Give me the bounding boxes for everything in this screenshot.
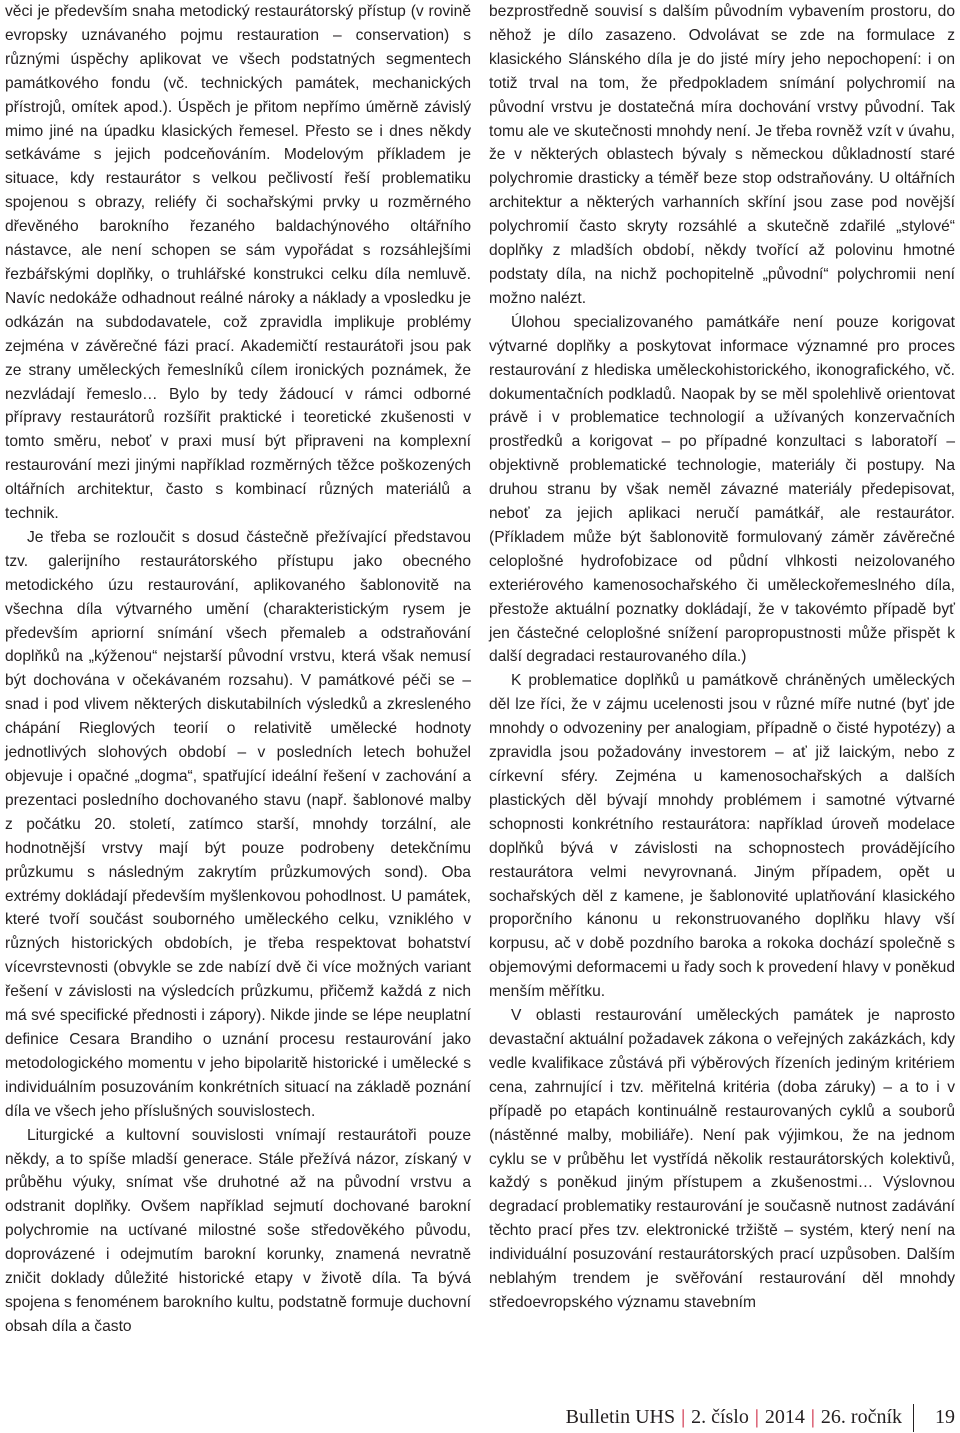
footer-year: 2014 bbox=[764, 1406, 805, 1428]
page-footer bbox=[0, 1402, 960, 1432]
paragraph: Liturgické a kultovní souvislosti vnímají restaurátoři pouze někdy, a to spíše mladší generace. Stále přežívá názor, získaný v průběhu výuky, snímat vše druhotné až na původní vrstvu a odstranit doplňky. Ovšem například sejmutí dochované barokní polychromie na uctívané milostné soše středověkého původu, doprovázené i odejmutím barokní korunky, znamená nevratně zničit doklady důležité historické etapy v životě díla. Ta bývá spojena s fenoménem barokního kultu, podstatně formuje duchovní obsah díla a často bbox=[5, 1126, 471, 1335]
footer-separator: | bbox=[754, 1406, 759, 1428]
paragraph: věci je především snaha metodický restaurátorský přístup (v rovině evropsky uznávaného pojmu restauration – conservation) s různými úspěchy aplikovat ve všech podstatných segmentech památkového fondu (vč. technických památek, mechanických přístrojů, omítek apod.). Úspěch je přitom nepřímo úměrně závislý mimo jiné na úpadku klasických řemesel. Přesto se i dnes někdy setkáváme s jejich podceňováním. Modelovým příkladem je situace, kdy restaurátor s velkou pečlivostí řeší problematiku spojenou s obrazy, reliéfy či sochařskými prvky u rozměrného dřevěného barokního řezaného baldachýnového oltářního nástavce, ale není schopen se sám vypořádat s rozsáhlejšími řezbářskými doplňky, o truhlářské konstrukci celku díla nemluvě. Navíc nedokáže odhadnout reálné nároky a náklady a vposledku je odkázán na subdodavatele, což zpravidla implikuje problémy zejména v závěrečné fázi prací. Akademičtí restaurátoři jsou pak ze strany uměleckých řemeslníků cílem ironických poznámek, že nezvládají řemeslo… Bylo by tedy žádoucí v rámci odborné přípravy restaurátorů rozšířit praktické i teoretické zkušenosti v tomto směru, neboť v praxi musí být připraveni na komplexní restaurování mezi jinými například rozměrných těžce poškozených oltářních architektur, často s kombinací různých materiálů a technik. bbox=[5, 3, 471, 523]
paragraph: bezprostředně souvisí s dalším původním vybavením prostoru, do něhož je dílo zasazeno. Odvolávat se zde na formulace z klasického Slánského díla je do jisté míry jeho nepochopení: i on totiž trval na tom, že předpokladem snímání polychromií na původní vrstvu je dostatečná míra dochování vrstvy původní. Tak tomu ale ve skutečnosti mnohdy není. Je třeba rovněž vzít v úvahu, že v některých oblastech bývaly s německou důkladností staré polychromie drasticky a téměř beze stop odstraňovány. U oltářních architektur a některých varhanních skříní jsou zase pod novější polychromií často skryty rozsáhlé a skutečně zdařilé „stylové“ doplňky z mladších období, někdy tvořící až polovinu hmotné podstaty díla, na nichž pochopitelně „původní“ polychromii není možno nalézt. bbox=[489, 3, 955, 307]
footer-publication-info bbox=[566, 1402, 902, 1432]
right-column bbox=[489, 0, 955, 1315]
footer-publication: Bulletin UHS bbox=[565, 1406, 676, 1428]
paragraph: Je třeba se rozloučit s dosud částečně přežívající představou tzv. galerijního restaurátorského přístupu jako obecného metodického úzu restaurování, aplikovaného šablonovitě na všechna díla výtvarného umění (charakteristickým rysem je především apriorní snímání všech přemaleb a odstraňování doplňků na „kýženou“ nejstarší původní vrstvu, která však nemusí být dochována v očekávaném rozsahu). V památkové péči se – snad i pod vlivem některých diskutabilních výsledků a zkresleného chápání Rieglových teorií o relativitě umělecké hodnoty jednotlivých slohových období – v posledních letech bohužel objevuje i opačné „dogma“, spatřující ideální řešení v zachování a prezentaci posledního dochovaného stavu (např. šablonové malby z počátku 20. století, zatímco starší, mnohdy torzální, ale hodnotnější vrstvy mají být pouze podrobeny detekčnímu průzkumu s následným zakrytím průzkumových sond). Oba extrémy dokládají především myšlenkovou pohodlnost. U památek, které tvoří součást souborného uměleckého celku, vzniklého v různých historických obdobích, je třeba respektovat bohatství vícevrstevnosti (obvykle se zde nabízí dvě či více možných variant řešení v závislosti na výsledcích průzkumu, přičemž každá z nich má své specifické přednosti i zápory). Nikde jinde se lépe neuplatní definice Cesara Brandiho o uznání procesu restaurování jako metodologického momentu v jeho bipolaritě historické i umělecké s individuálním posuzováním konkrétních situací na základě poznání díla ve všech jeho příslušných souvislostech. bbox=[5, 528, 471, 1120]
paragraph: Úlohou specializovaného památkáře není pouze korigovat výtvarné doplňky a poskytovat informace významné pro proces restaurování z hlediska uměleckohistorického, ikonografického, vč. dokumentačních podkladů. Naopak by se měl spolehlivě orientovat právě i v problematice technologií a užívaných konzervačních prostředků a korigovat – po případné konzultaci s laboratoří – objektivně problematické technologie, materiály či postupy. Na druhou stranu by však neměl závazné materiály předepisovat, neboť za jejich aplikaci neručí památkář, ale restaurátor. (Příkladem může být šablonovitě formulovaný záměr závěrečné celoplošné hydrofobizace od půdní vlhkosti neizolovaného exteriérového kamenosochařského či uměleckořemeslného díla, přestože aktuální poznatky dokládají, že v takovémto případě byť jen částečné celoplošné snížení paropropustnosti může přispět k další degradaci restaurovaného díla.) bbox=[489, 313, 955, 666]
footer-separator: | bbox=[810, 1406, 815, 1428]
paragraph: V oblasti restaurování uměleckých památek je naprosto devastační aktuální požadavek zákona o veřejných zakázkách, kdy vedle kvalifikace zůstává při výběrových řízeních jediným kritériem cena, zahrnující i tzv. měřitelná kritéria (doba záruky) – a to i v případě po etapách kontinuálně restaurovaných cyklů a souborů (nástěnné malby, mobiliáře). Není pak výjimkou, že na jednom cyklu se v průběhu let vystřídá několik restaurátorských kolektivů, každý s poněkud jiným přístupem a zkušenostmi… Výslovnou degradací problematiky restaurování je současně nutnost zadávání těchto prací přes tzv. elektronické tržiště – systém, který není na individuální posuzování restaurátorských prací uzpůsoben. Dalším neblahým trendem je svěřování restaurování děl mnohdy středoevropského významu stavebním bbox=[489, 1007, 955, 1311]
footer-separator: | bbox=[681, 1406, 686, 1428]
footer-issue: 2. číslo bbox=[691, 1406, 749, 1428]
left-column bbox=[5, 0, 471, 1339]
footer-volume: 26. ročník bbox=[820, 1406, 902, 1428]
paragraph: K problematice doplňků u památkově chráněných uměleckých děl lze říci, že v zájmu ucelenosti jsou v různé míře nutné (byť jde mnohdy o odvozeniny per analogiam, případně o čisté hypotézy) a zpravidla jsou požadovány investorem – ať již laickým, nebo z církevní sféry. Zejména u kamenosochařských a dalších plastických děl bývají mnohdy problémem i samotné výtvarné schopnosti konkrétního restaurátora: například úroveň modelace doplňků bývá v závislosti na schopnostech provádějícího restaurátora velmi nevyrovnaná. Jiným případem, opět u sochařských děl z kamene, je šablonovité uplatňování klasického proporčního kánonu u rekonstruovaného doplňku hlavy vší korpusu, ač v době pozdního baroka a rokoka dochází společně s objemovými deformacemi u řady soch k provedení hlavy v poněkud menším měřítku. bbox=[489, 672, 955, 1001]
page-number: 19 bbox=[935, 1406, 955, 1428]
footer-divider bbox=[913, 1404, 914, 1432]
